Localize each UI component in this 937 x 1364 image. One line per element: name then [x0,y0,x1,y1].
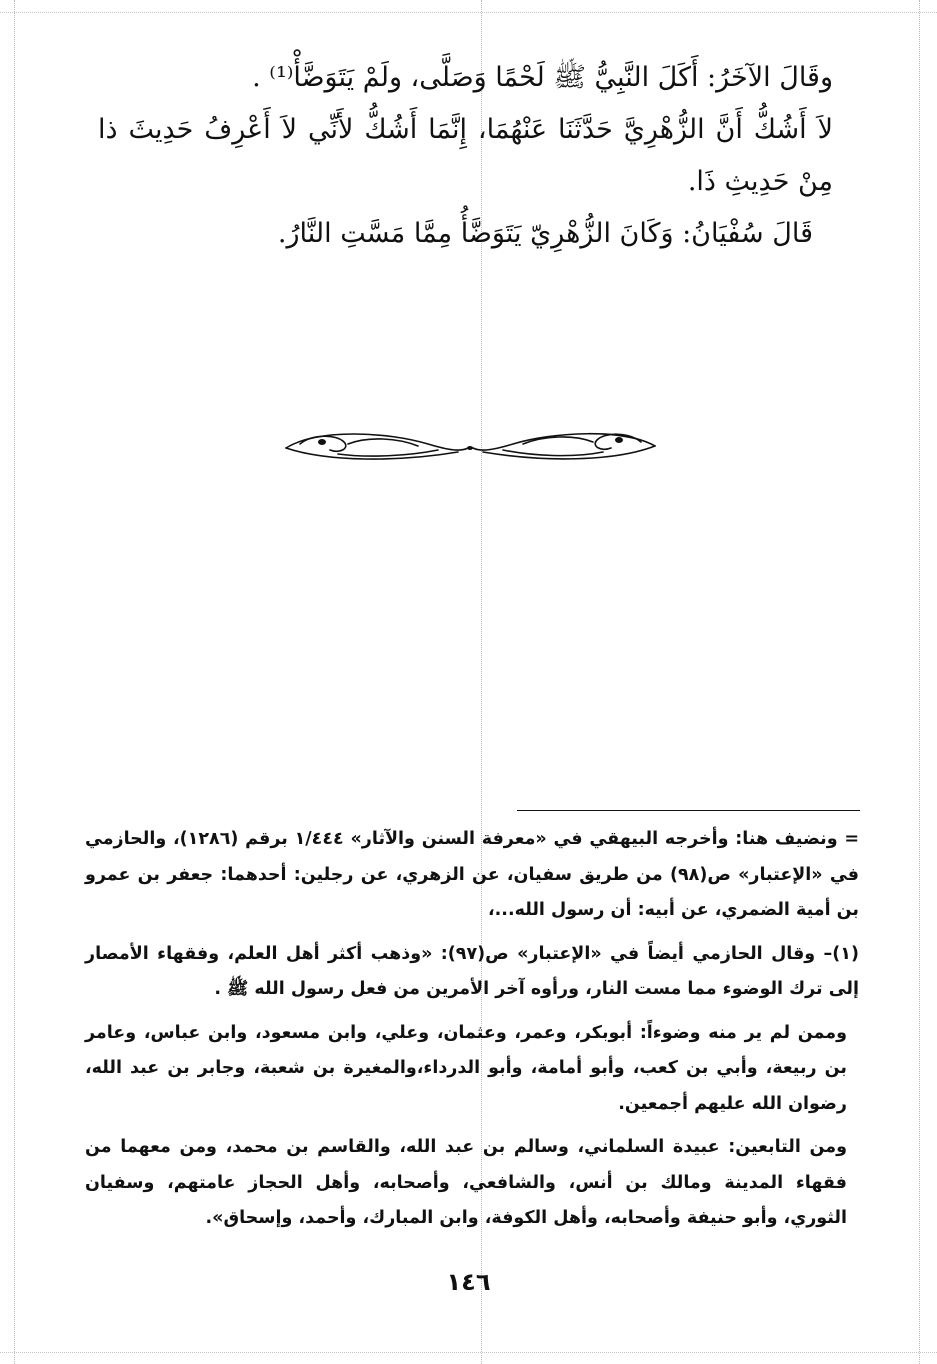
main-line-3: قَالَ سُفْيَانُ: وَكَانَ الزُّهْرِيّ يَتَوَضَّأُ مِمَّا مَسَّتِ النَّارُ. [277,218,813,249]
guide-line-top [0,12,937,13]
footnote-followers: ومن التابعين: عبيدة السلماني، وسالم بن عبد الله، والقاسم بن محمد، ومن معهما من فقهاء المدينة ومالك بن أنس، والشافعي، وأصحابه، وأهل الحجاز عامتهم، وسفيان الثوري، وأبو حنيفة وأصحابه، وأهل الكوفة، وابن المبارك، وأحمد، وإسحاق». [85,1137,847,1228]
guide-line-bottom [0,1352,937,1353]
footnote-1: (١)– وقال الحازمي أيضاً في «الإعتبار» ص(٩٧): «وذهب أكثر أهل العلم، وفقهاء الأمصار إلى ترك الوضوء مما مست النار، ورأوه آخر الأمرين من فعل رسول الله ﷺ . [85,943,859,999]
ornament-divider [278,422,663,470]
footnote-companions: وممن لم ير منه وضوءاً: أبوبكر، وعمر، وعثمان، وعلي، وابن مسعود، وابن عباس، وعامر بن ربيعة، وأبي بن كعب، وأبو أمامة، وأبو الدرداء،والمغيرة بن شعبة، وجابر بن عبد الله، رضوان الله عليهم أجمعين. [85,1022,847,1114]
footnote-continuation: = ونضيف هنا: وأخرجه البيهقي في «معرفة السنن والآثار» ١/٤٤٤ برقم (١٢٨٦)، والحازمي في «الإعتبار» ص(٩٨) من طريق سفيان، عن الزهري، عن رجلين: أحدهما: جعفر بن عمرو بن أمية الضمري، عن أبيه: أن رسول الله...، [85,829,860,920]
footnotes [85,822,859,1237]
footnote-separator [517,810,860,811]
page-number: ١٤٦ [446,1268,491,1296]
main-line-2: لاَ أَشُكُّ أَنَّ الزُّهْرِيَّ حَدَّثَنَا عَنْهُمَا، إِنَّمَا أَشُكُّ لأَنِّي لاَ أَعْرِفُ حَدِيثَ ذا مِنْ حَدِيثِ ذَا. [98,114,833,197]
guide-line-left [14,0,15,1364]
guide-line-right [919,0,920,1364]
main-line-1: وقَالَ الآخَرُ: أَكَلَ النَّبِيُّ ﷺ لَحْمًا وَصَلَّى، ولَمْ يَتَوَضَّأْ⁽¹⁾ . [252,62,833,93]
main-text [98,52,833,260]
